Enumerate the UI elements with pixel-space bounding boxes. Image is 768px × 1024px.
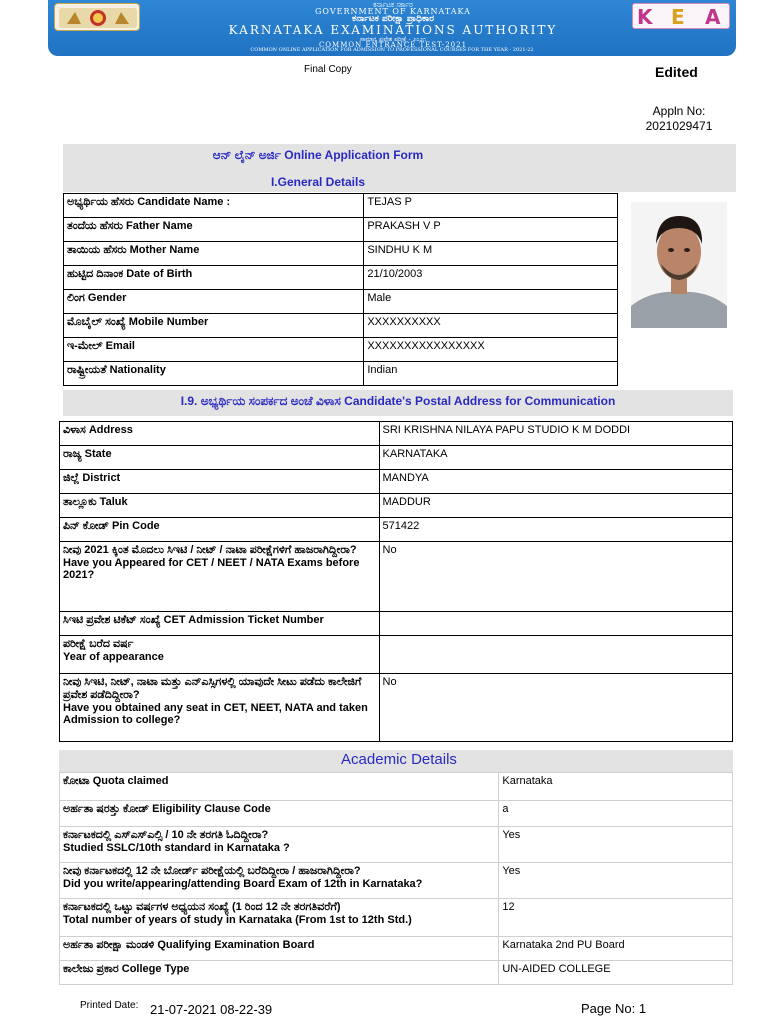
table-row [60,827,733,863]
table-row [60,494,733,518]
mobile-label: ಮೊಬೈಲ್ ಸಂಖ್ಯೆ Mobile Number [64,314,364,338]
cet-ticket-label: ಸಿಇಟಿ ಪ್ರವೇಶ ಟಿಕೆಟ್ ಸಂಖ್ಯೆ CET Admission Ticket Number [60,612,380,636]
table-row [60,518,733,542]
father-name-label: ತಂದೆಯ ಹೆಸರು Father Name [64,218,364,242]
obtained-seat-label-english: Have you obtained any seat in CET, NEET, NATA and taken Admission to college? [63,702,368,726]
sslc-label-kannada: ಕರ್ನಾಟಕದಲ್ಲಿ ಎಸ್‌ಎಸ್‌ಎಲ್ಸಿ / 10 ನೇ ತರಗತಿ ಓದಿದ್ದೀರಾ? [63,829,269,841]
candidate-photo [631,202,727,328]
kea-logo-icon: K E A [632,3,730,29]
eligibility-label: ಅರ್ಹತಾ ಷರತ್ತು ಕೋಡ್ Eligibility Clause Code [60,801,499,827]
mother-name-label: ತಾಯಿಯ ಹೆಸರು Mother Name [64,242,364,266]
mobile-value: XXXXXXXXXX [364,314,618,338]
table-row [64,314,618,338]
sslc-value: Yes [499,827,733,863]
table-row [60,773,733,801]
table-row [64,242,618,266]
header-line-authority: KARNATAKA EXAMINATIONS AUTHORITY [228,23,558,37]
nationality-value: Indian [364,362,618,386]
table-row [64,194,618,218]
table-row [60,863,733,899]
appeared-cet-label-english: Have you Appeared for CET / NEET / NATA Exams before 2021? [63,557,360,581]
taluk-value: MADDUR [379,494,732,518]
obtained-seat-label-kannada: ನೀವು ಸಿಇಟಿ, ನೀಟ್, ನಾಟಾ ಮತ್ತು ಎನ್‌ಎಸ್ಸಿಗಳಲ್ಲಿ ಯಾವುದೇ ಸೀಟು ಪಡೆದು ಕಾಲೇಜಿಗೆ ಪ್ರವೇಶ ಪಡೆದಿದ್ದೀರಾ? [63,676,362,701]
postal-address-table [59,421,733,742]
sslc-label-english: Studied SSLC/10th standard in Karnataka ? [63,842,290,854]
table-row [64,218,618,242]
table-row [60,899,733,937]
printed-date-value: 21-07-2021 08-22-39 [150,1002,273,1017]
gender-label: ಲಿಂಗ Gender [64,290,364,314]
years-study-label [60,899,499,937]
board-exam-value: Yes [499,863,733,899]
header-line-cet: COMMON ENTRANCE TEST-2021 [318,41,468,49]
pincode-value: 571422 [379,518,732,542]
father-name-value: PRAKASH V P [364,218,618,242]
header-line-govt: GOVERNMENT OF KARNATAKA [315,7,471,16]
taluk-label: ತಾಲ್ಲೂಕು Taluk [60,494,380,518]
header-line-kannada-govt: ಕರ್ನಾಟಕ ಸರ್ಕಾರ [373,1,413,9]
email-label: ಇ-ಮೇಲ್ Email [64,338,364,362]
sslc-label [60,827,499,863]
years-study-label-kannada: ಕರ್ನಾಟಕದಲ್ಲಿ ಒಟ್ಟು ವರ್ಷಗಳ ಅಧ್ಯಯನ ಸಂಖ್ಯೆ (1 ರಿಂದ 12 ನೇ ತರಗತಿವರೆಗೆ) [63,901,341,913]
eligibility-value: a [499,801,733,827]
year-appearance-label-english: Year of appearance [63,651,164,663]
table-row [64,338,618,362]
year-appearance-label [60,636,380,674]
table-row [60,446,733,470]
address-label: ವಿಳಾಸ Address [60,422,380,446]
pincode-label: ಪಿನ್ ಕೋಡ್ Pin Code [60,518,380,542]
years-study-label-english: Total number of years of study in Karnataka (From 1st to 12th Std.) [63,914,412,926]
table-row [60,937,733,961]
general-details-title: I.General Details [270,175,366,189]
appeared-cet-label [60,542,380,612]
table-row [60,542,733,612]
email-value: XXXXXXXXXXXXXXXX [364,338,618,362]
cet-ticket-value [379,612,732,636]
table-row [64,362,618,386]
table-row [60,636,733,674]
obtained-seat-label [60,674,380,742]
board-exam-label-english: Did you write/appearing/attending Board Exam of 12th in Karnataka? [63,878,423,890]
final-copy-label: Final Copy [304,64,352,75]
table-row [60,422,733,446]
page-number: Page No: 1 [581,1001,647,1016]
table-row [60,612,733,636]
candidate-photo-icon [631,202,727,328]
years-study-value: 12 [499,899,733,937]
table-row [64,266,618,290]
qualifying-board-value: Karnataka 2nd PU Board [499,937,733,961]
district-value: MANDYA [379,470,732,494]
year-appearance-value [379,636,732,674]
gender-value: Male [364,290,618,314]
mother-name-value: SINDHU K M [364,242,618,266]
qualifying-board-label: ಅರ್ಹತಾ ಪರೀಕ್ಷಾ ಮಂಡಳಿ Qualifying Examination Board [60,937,499,961]
appeared-cet-label-kannada: ನೀವು 2021 ಕ್ಕಿಂತ ಮೊದಲು ಸಿಇಟಿ / ನೀಟ್ / ನಾಟಾ ಪರೀಕ್ಷೆಗಳಿಗೆ ಹಾಜರಾಗಿದ್ದೀರಾ? [63,544,357,556]
printed-date-label: Printed Date: [80,1000,139,1011]
board-exam-label-kannada: ನೀವು ಕರ್ನಾಟಕದಲ್ಲಿ 12 ನೇ ಬೋರ್ಡ್ ಪರೀಕ್ಷೆಯಲ್ಲಿ ಬರೆದಿದ್ದೀರಾ / ಹಾಜರಾಗಿದ್ದೀರಾ? [63,865,361,877]
obtained-seat-value: No [379,674,732,742]
appln-no-value: 2021029471 [645,119,713,133]
postal-title: I.9. ಅಭ್ಯರ್ಥಿಯ ಸಂಪರ್ಕದ ಅಂಚೆ ವಿಳಾಸ Candidate's Postal Address for Communication [180,394,616,408]
college-type-value: UN-AIDED COLLEGE [499,961,733,985]
college-type-label: ಕಾಲೇಜು ಪ್ರಕಾರ College Type [60,961,499,985]
academic-details-table [59,772,733,985]
quota-value: Karnataka [499,773,733,801]
state-value: KARNATAKA [379,446,732,470]
karnataka-emblem-icon [54,3,140,31]
table-row [64,290,618,314]
candidate-name-label: ಅಭ್ಯರ್ಥಿಯ ಹೆಸರು Candidate Name : [64,194,364,218]
state-label: ರಾಜ್ಯ State [60,446,380,470]
header-banner [48,0,736,56]
table-row [60,674,733,742]
year-appearance-label-kannada: ಪರೀಕ್ಷೆ ಬರೆದ ವರ್ಷ [63,638,134,650]
address-value: SRI KRISHNA NILAYA PAPU STUDIO K M DODDI [379,422,732,446]
dob-label: ಹುಟ್ಟಿದ ದಿನಾಂಕ Date of Birth [64,266,364,290]
board-exam-label [60,863,499,899]
academic-title: Academic Details [341,751,457,768]
appln-no-label: Appln No: [652,104,706,118]
district-label: ಜಿಲ್ಲೆ District [60,470,380,494]
candidate-name-value: TEJAS P [364,194,618,218]
edited-label: Edited [655,64,698,80]
quota-label: ಕೋಟಾ Quota claimed [60,773,499,801]
table-row [60,470,733,494]
dob-value: 21/10/2003 [364,266,618,290]
table-row [60,961,733,985]
nationality-label: ರಾಷ್ಟ್ರೀಯತೆ Nationality [64,362,364,386]
appeared-cet-value: No [379,542,732,612]
header-line-kannada-authority: ಕರ್ನಾಟಕ ಪರೀಕ್ಷಾ ಪ್ರಾಧಿಕಾರ [352,14,434,24]
table-row [60,801,733,827]
general-details-table [63,193,618,386]
form-title: ಆನ್ ಲೈನ್ ಅರ್ಜಿ Online Application Form [212,148,424,162]
header-line-application: COMMON ONLINE APPLICATION FOR ADMISSION TO PROFESSIONAL COURSES FOR THE YEAR - 2021-22 [250,47,534,53]
header-line-kannada-cet: ಸಾಮಾನ್ಯ ಪ್ರವೇಶ ಪರೀಕ್ಷೆ - ೨೦೨೧ [359,36,427,43]
application-number [630,104,728,134]
